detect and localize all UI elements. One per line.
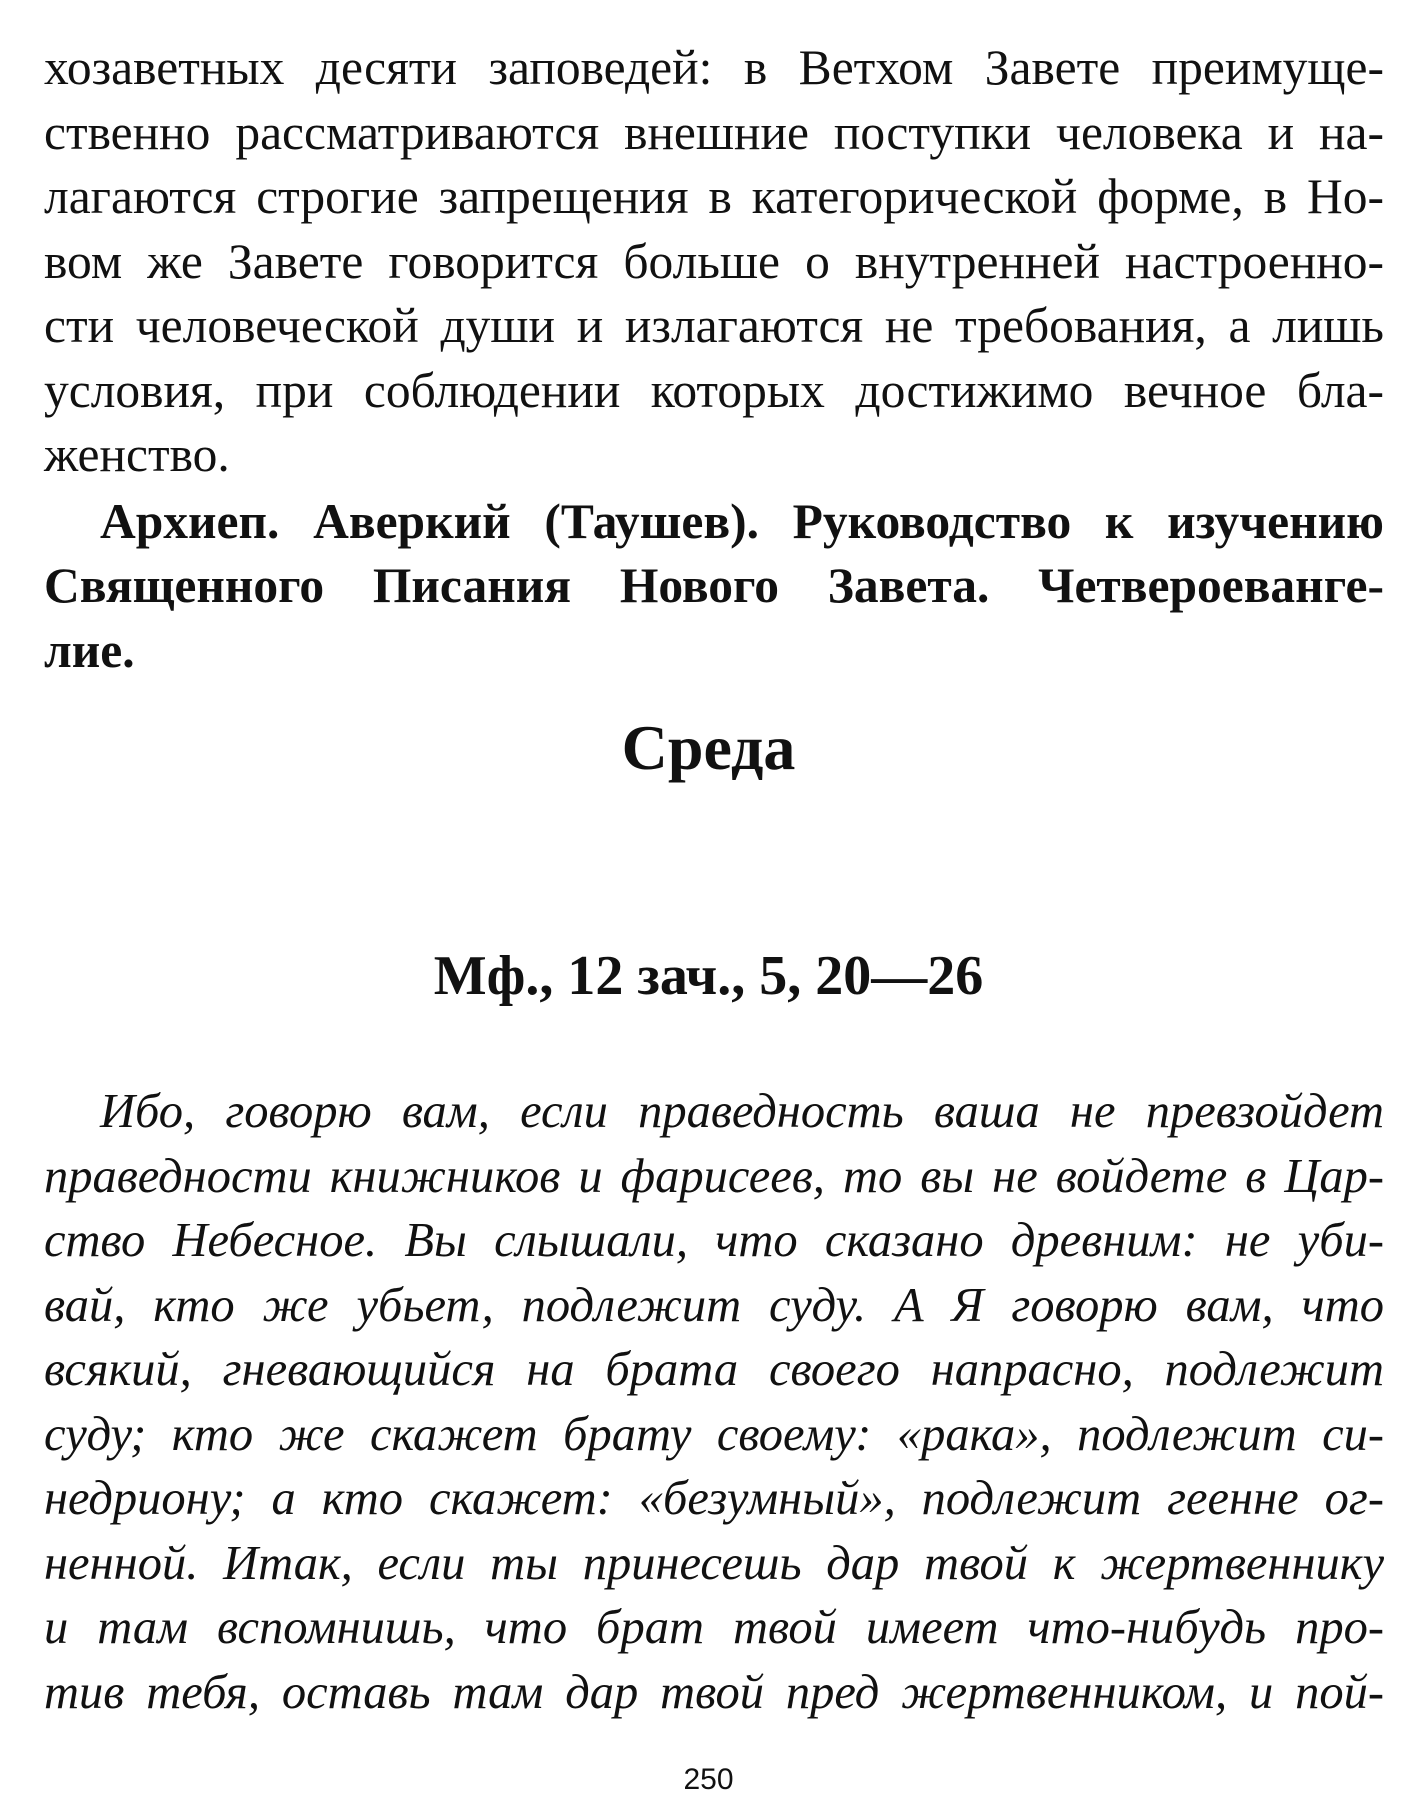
body-line: условия, при соблюдении которых достижимо вечное бла-	[44, 362, 1384, 418]
body-paragraph	[44, 36, 1384, 488]
scripture-line: Ибо, говорю вам, если праведность ваша не превзойдет	[100, 1085, 1384, 1138]
body-line: вом же Завете говорится больше о внутренней настроенно-	[44, 233, 1384, 289]
citation-line: Архиеп. Аверкий (Таушев). Руководство к изучению	[100, 493, 1384, 549]
body-line: лагаются строгие запрещения в категорической форме, в Но-	[44, 169, 1384, 224]
body-line: женство.	[44, 427, 230, 482]
scripture-line: тив тебя, оставь там дар твой пред жертвенником, и пой-	[44, 1665, 1384, 1719]
scripture-line: вай, кто же убьет, подлежит суду. А Я говорю вам, что	[44, 1278, 1384, 1332]
source-citation	[44, 490, 1384, 684]
page-content	[44, 36, 1384, 683]
page-number: 250	[683, 1763, 734, 1796]
scripture-text	[44, 1080, 1384, 1725]
body-line: сти человеческой души и излагаются не требования, а лишь	[44, 298, 1384, 353]
scripture-line: ненной. Итак, если ты принесешь дар твой к жертвеннику	[44, 1536, 1384, 1590]
scripture-line: и там вспомнишь, что брат твой имеет что-нибудь про-	[44, 1601, 1384, 1654]
scripture-line: ство Небесное. Вы слышали, что сказано древним: не уби-	[44, 1214, 1384, 1267]
body-line: ственно рассматриваются внешние поступки человека и на-	[44, 104, 1384, 160]
scripture-line: суду; кто же скажет брату своему: «рака», подлежит си-	[44, 1407, 1384, 1461]
scripture-line: всякий, гневающийся на брата своего напрасно, подлежит	[44, 1343, 1384, 1396]
weekday-heading: Среда	[621, 712, 796, 783]
body-line: хозаветных десяти заповедей: в Ветхом Завете преимуще-	[44, 40, 1384, 95]
citation-line: лие.	[44, 622, 135, 678]
scripture-line: недриону; а кто скажет: «безумный», подлежит геенне ог-	[44, 1472, 1384, 1525]
citation-line: Священного Писания Нового Завета. Четвероеванге-	[44, 558, 1384, 613]
reading-reference-heading: Мф., 12 зач., 5, 20—26	[433, 945, 984, 1007]
scripture-line: праведности книжников и фарисеев, то вы не войдете в Цар-	[44, 1149, 1384, 1203]
